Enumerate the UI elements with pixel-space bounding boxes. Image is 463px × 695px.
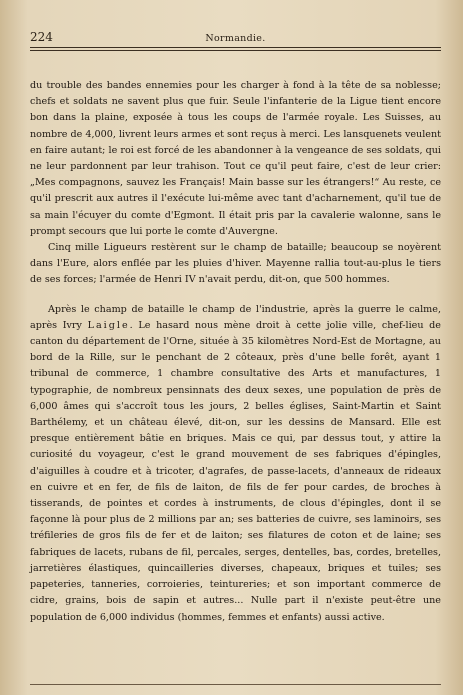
running-head: Normandie. [205, 33, 266, 44]
page-header [30, 30, 441, 46]
paragraph-battle: du trouble des bandes ennemies pour les charger à fond à la tête de sa noblesse; chefs et soldats ne savent plus que fuir. Seule l'infanterie de la Ligue tient encore bon dans la plaine, exposée à tous les coups de l'armée royale. Les Suisses, au nombre de 4,000, livrent leurs armes et sont reçus à merci. Les lansquenets veulent en faire autant; le roi est forcé de les abandonner à la vengeance de ses soldats, qui ne leur pardonnent par leur trahison. Tout ce qu'il peut faire, c'est de leur crier: „Mes compagnons, sauvez les Français! Main basse sur les étrangers!“ Au reste, ce qu'il prescrit aux autres il l'exécute lui-même avec tant d'acharnement, qu'il tue de sa main l'écuyer du comte d'Egmont. Il était pris par la cavalerie walonne, sans le prompt secours que lui porte le comte d'Auvergne. [30, 80, 441, 237]
header-double-rule [30, 47, 441, 51]
paragraph-laigle-rest: . Le hasard nous mène droit à cette jolie ville, chef-lieu de canton du département de l'Orne, située à 35 kilomètres Nord-Est de Mortagne, au bord de la Rille, sur le penchant de 2 côteaux, près d'une belle forêt, ayant 1 tribunal de commerce, 1 chambre consultative des Arts et manufactures, 1 typographie, de nombreux pensinnats des deux sexes, une population de près de 6,000 âmes qui s'accroît tous les jours, 2 belles églises, Saint-Martin et Saint Barthélemy, et un château élevé, dit-on, sur les dessins de Mansard. Elle est presque entièrement bâtie en briques. Mais ce qui, par dessus tout, y attire la curiosité du voyageur, c'est le grand mouvement de ses fabriques d'épingles, d'aiguilles à coudre et à tricoter, d'agrafes, de passe-lacets, d'anneaux de rideaux en cuivre et en fer, de fils de laiton, de fils de fer pour cardes, de broches à tisserands, de pointes et cordes à instruments, de clous d'épingles, dont il se façonne là pour plus de 2 millions par an; ses batteries de cuivre, ses laminoirs, ses tréfileries de gros fils de fer et de laiton; ses filatures de coton et de laine; ses fabriques de lacets, rubans de fil, percales, serges, dentelles, bas, cordes, bretelles, jarretières élastiques, quincailleries diverses, chapeaux, briques et tuiles; ses papeteries, tanneries, corroieries, teintureries; et son important commerce de cidre, grains, bois de sapin et autres... Nulle part il n'existe peut-être une population de 6,000 individus (hommes, femmes et enfants) aussi active. [30, 319, 441, 623]
town-name-laigle: Laigle [87, 319, 130, 331]
page-number: 224 [30, 30, 53, 44]
paragraph-ligueurs: Cinq mille Ligueurs restèrent sur le champ de bataille; beaucoup se noyèrent dans l'Eure, alors enflée par les pluies d'hiver. Mayenne rallia tout-au-plus le tiers de ses forces; l'armée de Henri IV n'avait perdu, dit-on, que 500 hommes. [30, 242, 441, 286]
footer-rule [30, 684, 441, 685]
body-text [30, 78, 441, 626]
paragraph-laigle-start: Après le champ de bataille le champ de l'industrie, après la guerre le calme, après Ivry [30, 303, 441, 331]
paragraph-laigle [30, 302, 441, 626]
